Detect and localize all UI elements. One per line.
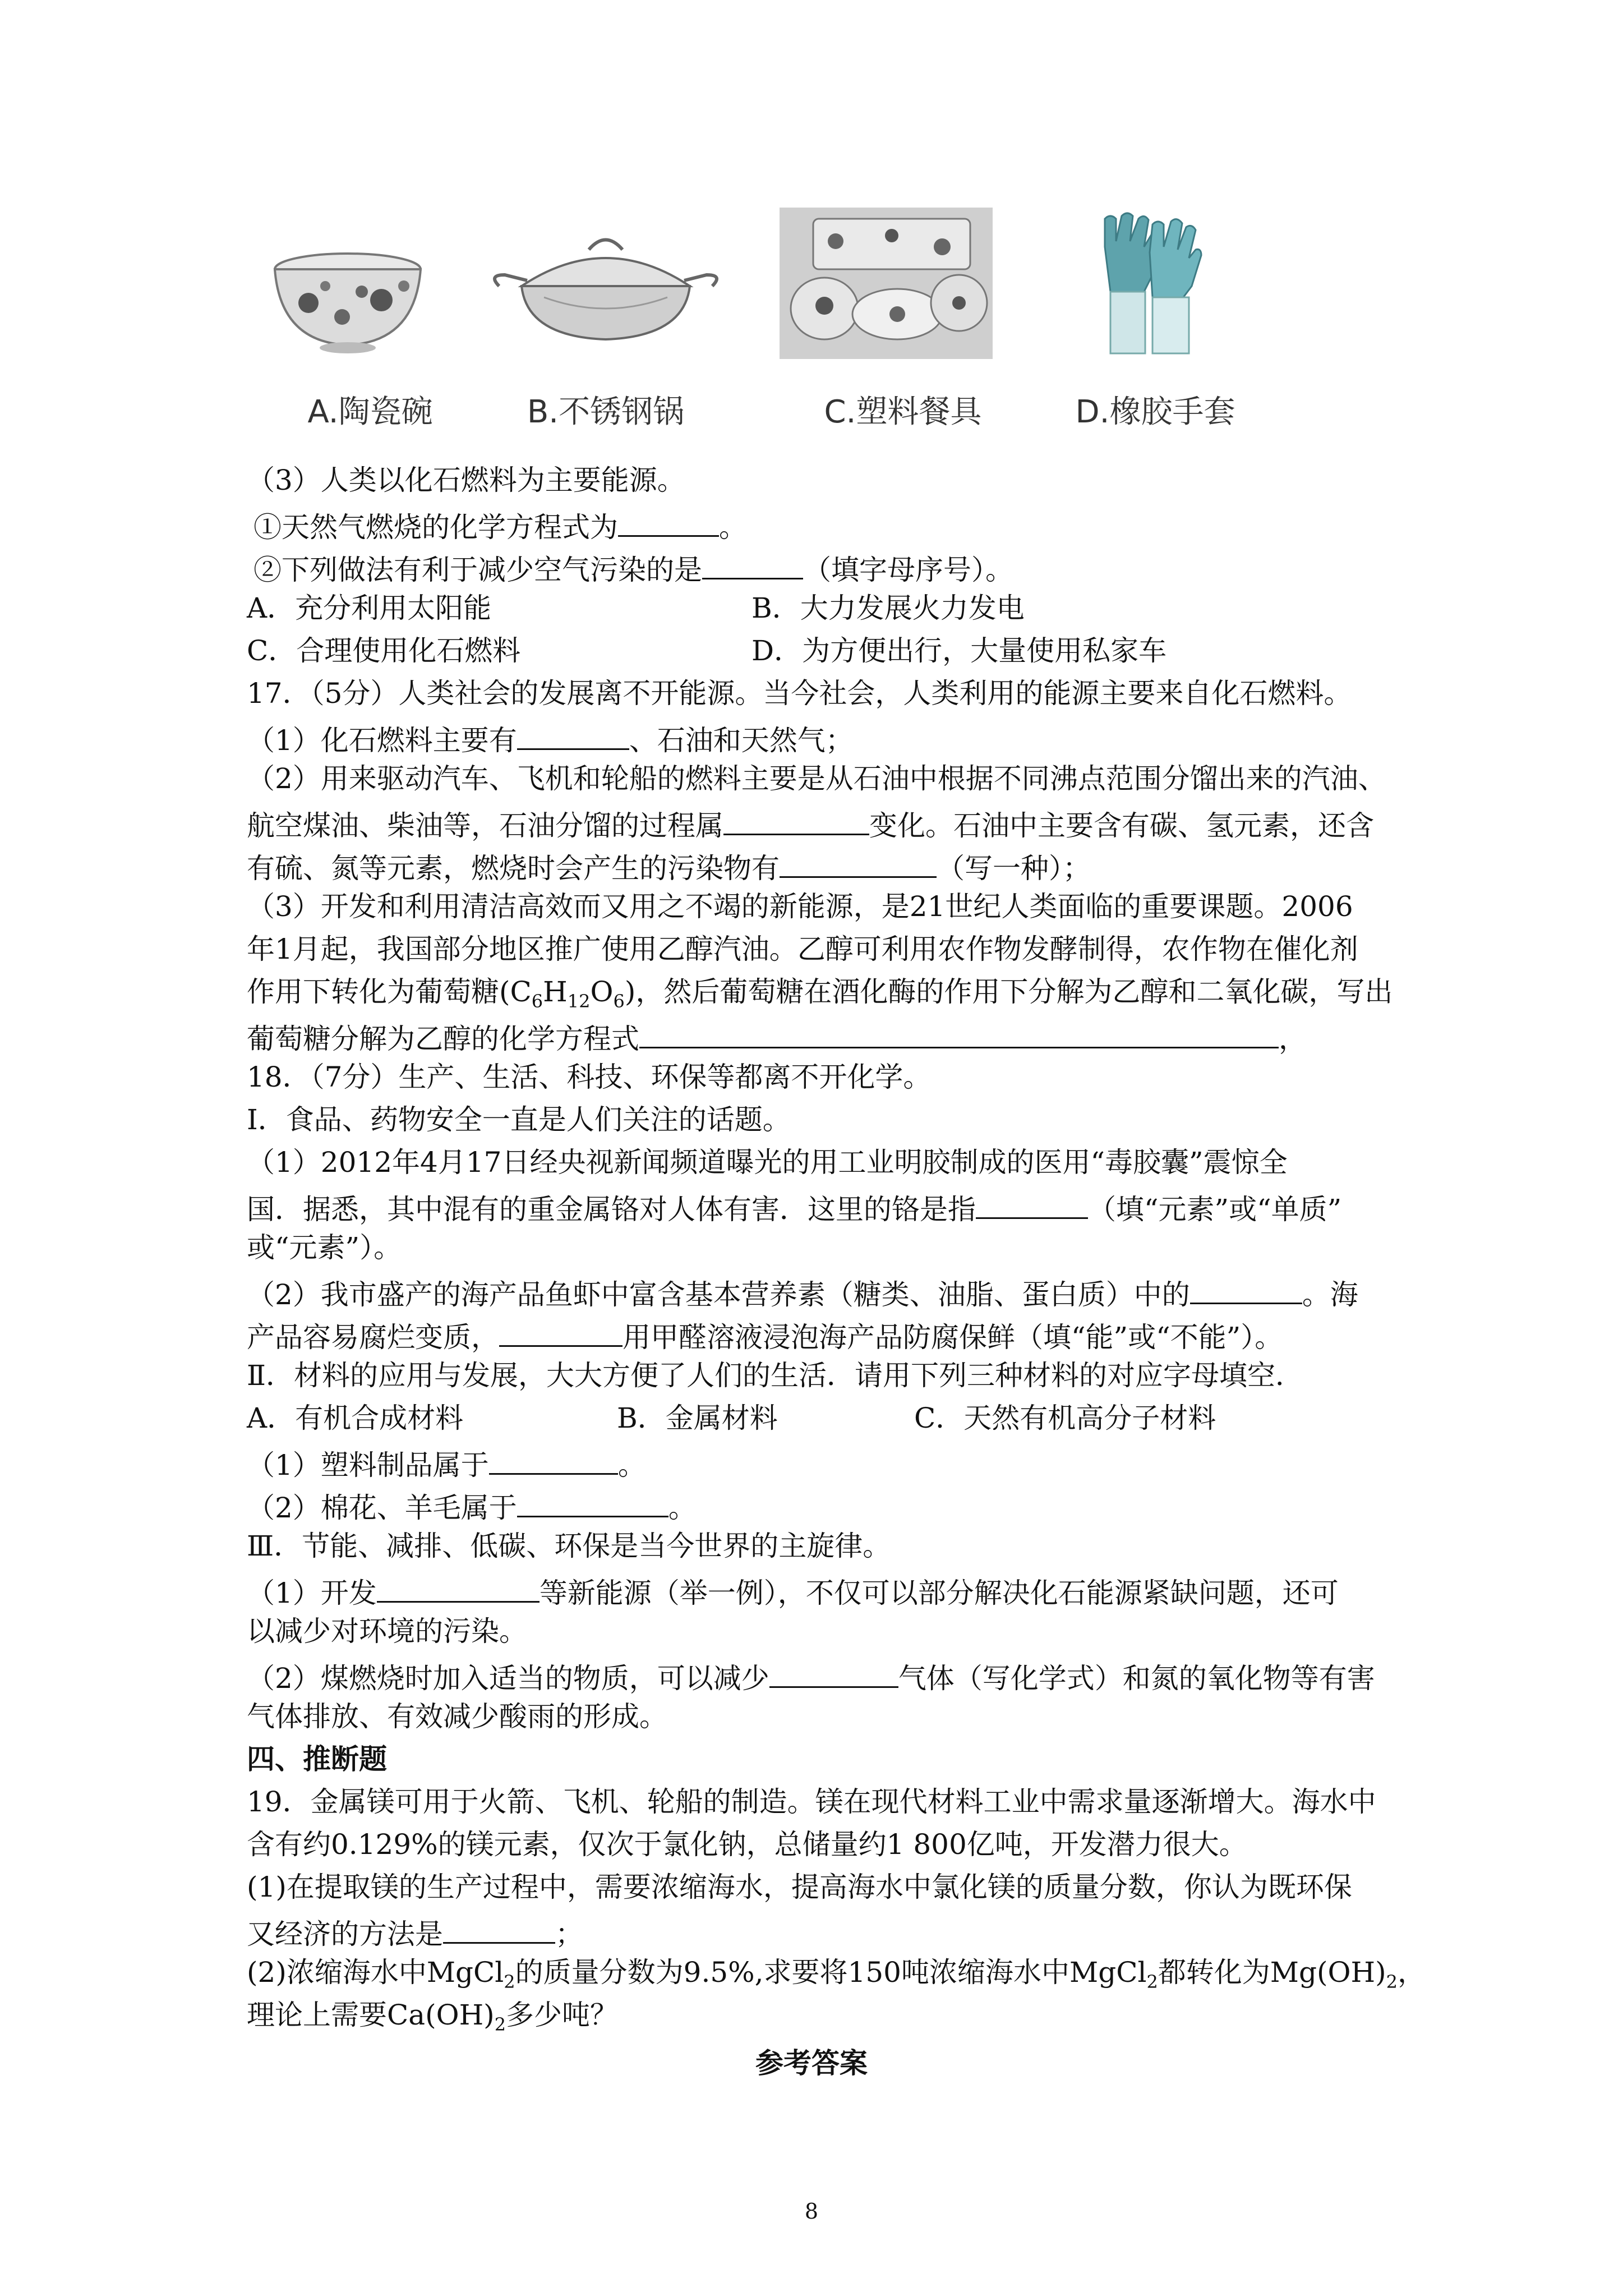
- text-line: （1）开发 等新能源（举一例），不仅可以部分解决化石能源紧缺问题，还可: [247, 1572, 1339, 1610]
- text-line: （3）开发和利用清洁高效而又用之不竭的新能源，是21世纪人类面临的重要课题。2006: [247, 890, 1353, 923]
- figure-caption: D.橡胶手套: [1075, 394, 1235, 430]
- text-line: 有硫、氮等元素，燃烧时会产生的污染物有 （写一种）；: [247, 847, 1091, 885]
- figure-ceramic-bowl: [247, 208, 494, 432]
- figure-row: [247, 208, 1357, 432]
- text-line: （2）棉花、羊毛属于 。: [247, 1487, 697, 1525]
- text-line: 作用下转化为葡萄糖$(C_6H_{12}O_6)$，然后葡萄糖在酒化酶的作用下分解为乙醇和二氧化碳，写出: [247, 976, 1393, 1012]
- answer-key-heading: 参考答案: [755, 2046, 868, 2079]
- answer-blank[interactable]: [639, 1018, 1279, 1048]
- section-title: 四、推断题: [247, 1742, 387, 1775]
- text-line: 国．据悉，其中混有的重金属铬对人体有害．这里的铬是指 （填“元素”或“单质”: [247, 1188, 1341, 1226]
- text-line: ①天然气燃烧的化学方程式为 。: [253, 506, 747, 544]
- text-line: (1)在提取镁的生产过程中，需要浓缩海水，提高海水中氯化镁的质量分数，你认为既环保: [247, 1871, 1352, 1903]
- option-row: D．为方便出行，大量使用私家车: [751, 634, 1167, 667]
- option-row: C．天然有机高分子材料: [914, 1402, 1216, 1434]
- figure-caption: B.不锈钢锅: [527, 394, 685, 430]
- option-row: B．金属材料: [617, 1402, 778, 1434]
- answer-blank[interactable]: [489, 1444, 618, 1475]
- text-line: （3）人类以化石燃料为主要能源。: [247, 464, 685, 496]
- answer-blank[interactable]: [517, 1487, 668, 1517]
- ceramic-bowl-image: [247, 208, 494, 376]
- text-line: 航空煤油、柴油等，石油分馏的过程属 变化。石油中主要含有碳、氢元素，还含: [247, 804, 1374, 843]
- answer-blank[interactable]: [517, 719, 629, 750]
- answer-blank[interactable]: [976, 1188, 1088, 1219]
- answer-blank[interactable]: [1190, 1273, 1302, 1304]
- answer-blank[interactable]: [702, 549, 803, 579]
- question-17-title: 17．（5分）人类社会的发展离不开能源。当今社会，人类利用的能源主要来自化石燃料。: [247, 677, 1352, 710]
- text-line: （1）化石燃料主要有 、石油和天然气；: [247, 719, 854, 757]
- text-line: （2）我市盛产的海产品鱼虾中富含基本营养素（糖类、油脂、蛋白质）中的 。海: [247, 1273, 1358, 1312]
- option-row: C．合理使用化石燃料: [247, 634, 521, 667]
- question-19-title: 19．金属镁可用于火箭、飞机、轮船的制造。镁在现代材料工业中需求量逐渐增大。海水中: [247, 1786, 1376, 1818]
- stainless-pot-image: [482, 208, 729, 376]
- text-line: （1）2012年4月17日经央视新闻频道曝光的用工业明胶制成的医用“毒胶囊”震惊全: [247, 1146, 1288, 1179]
- question-18-title: 18．（7分）生产、生活、科技、环保等都离不开化学。: [247, 1061, 932, 1093]
- section-heading: Ⅰ．食品、药物安全一直是人们关注的话题。: [247, 1103, 791, 1136]
- text-line: （2）煤燃烧时加入适当的物质，可以减少 气体（写化学式）和氮的氧化物等有害: [247, 1657, 1375, 1695]
- figure-caption: A.陶瓷碗: [307, 394, 433, 430]
- figure-plastic-tableware: [780, 208, 1026, 432]
- option-row: B．大力发展火力发电: [751, 592, 1025, 624]
- page-number: 8: [804, 2199, 819, 2224]
- text-line: 年1月起，我国部分地区推广使用乙醇汽油。乙醇可利用农作物发酵制得，农作物在催化剂: [247, 933, 1358, 965]
- text-line: 以减少对环境的污染。: [247, 1615, 527, 1648]
- text-line: （2）用来驱动汽车、飞机和轮船的燃料主要是从石油中根据不同沸点范围分馏出来的汽油、: [247, 762, 1386, 795]
- section-heading: Ⅱ．材料的应用与发展，大大方便了人们的生活．请用下列三种材料的对应字母填空．: [247, 1359, 1303, 1392]
- figure-caption: C.塑料餐具: [824, 394, 982, 430]
- text-line: （1）塑料制品属于 。: [247, 1444, 646, 1482]
- text-line: 葡萄糖分解为乙醇的化学方程式 ，: [247, 1018, 1307, 1056]
- answer-blank[interactable]: [723, 804, 869, 835]
- answer-blank[interactable]: [618, 506, 719, 537]
- text-line: 气体排放、有效减少酸雨的形成。: [247, 1700, 667, 1733]
- text-line: 含有约0.129%的镁元素，仅次于氯化钠，总储量约1 800亿吨，开发潜力很大。: [247, 1828, 1247, 1861]
- text-line: 或“元素”）。: [247, 1231, 402, 1264]
- text-line: ②下列做法有利于减少空气污染的是 （填字母序号）。: [253, 549, 1013, 587]
- rubber-gloves-image: [1032, 208, 1279, 376]
- answer-blank[interactable]: [780, 847, 937, 878]
- answer-blank[interactable]: [377, 1572, 540, 1603]
- figure-stainless-pot: [482, 208, 729, 432]
- answer-blank[interactable]: [443, 1913, 555, 1944]
- option-row: A．充分利用太阳能: [247, 592, 492, 624]
- section-heading: Ⅲ．节能、减排、低碳、环保是当今世界的主旋律。: [247, 1530, 891, 1562]
- text-line: 又经济的方法是 ；: [247, 1913, 583, 1951]
- figure-rubber-gloves: [1032, 208, 1279, 432]
- option-row: A．有机合成材料: [247, 1402, 464, 1434]
- text-line: (2)浓缩海水中MgCl$_2$的质量分数为9.5%,求要将150吨浓缩海水中MgCl$_2$都转化为$Mg(OH)_2$，: [247, 1956, 1426, 1993]
- text-line: 理论上需要$Ca(OH)_2$多少吨？: [247, 1999, 619, 2035]
- text-line: 产品容易腐烂变质， 用甲醛溶液浸泡海产品防腐保鲜（填“能”或“不能”）。: [247, 1316, 1283, 1354]
- plastic-tableware-image: [780, 208, 1026, 376]
- answer-blank[interactable]: [769, 1657, 898, 1688]
- answer-blank[interactable]: [499, 1316, 623, 1347]
